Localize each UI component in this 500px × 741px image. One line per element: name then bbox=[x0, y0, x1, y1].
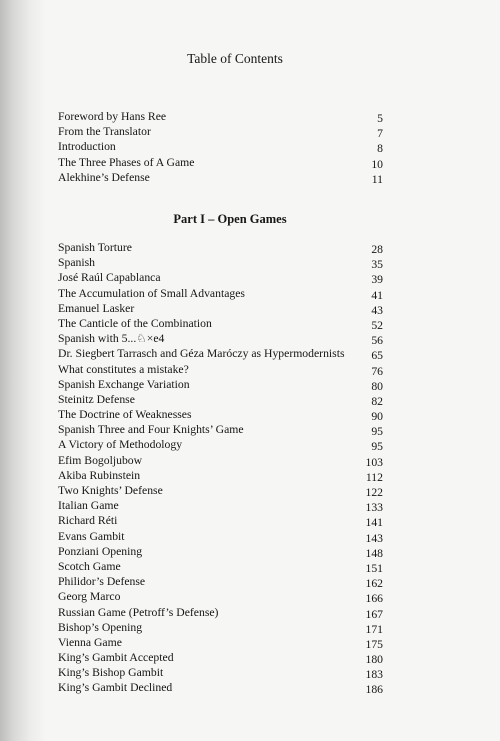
toc-entry-page-number: 103 bbox=[365, 455, 383, 469]
toc-entry-title: Evans Gambit bbox=[58, 529, 125, 543]
toc-entry-title: Akiba Rubinstein bbox=[58, 468, 141, 482]
toc-entry-page-number: 183 bbox=[365, 668, 383, 682]
toc-entry-page-number: 52 bbox=[371, 318, 383, 332]
toc-entry bbox=[58, 680, 383, 695]
toc-entry-title: Richard Réti bbox=[58, 514, 118, 528]
toc-entry-title: Foreword by Hans Ree bbox=[58, 110, 167, 123]
toc-entry-page-number: 95 bbox=[371, 425, 383, 439]
toc-entry-title: Bishop’s Opening bbox=[58, 620, 143, 634]
toc-entry-page-number: 122 bbox=[365, 486, 383, 499]
toc-entry bbox=[58, 635, 383, 650]
toc-entry bbox=[58, 453, 383, 468]
toc-entry-title: Spanish Exchange Variation bbox=[58, 377, 190, 391]
toc-entry-title: Philidor’s Defense bbox=[58, 575, 146, 589]
toc-entry bbox=[58, 574, 383, 589]
toc-entry bbox=[58, 270, 383, 285]
toc-entry bbox=[58, 529, 383, 544]
part-1-entry-list bbox=[58, 240, 383, 696]
toc-entry bbox=[58, 346, 383, 361]
toc-entry bbox=[58, 331, 383, 346]
toc-entry-title: The Accumulation of Small Advantages bbox=[58, 286, 245, 300]
toc-entry bbox=[58, 620, 383, 635]
toc-entry-page-number: 43 bbox=[371, 303, 383, 317]
toc-entry bbox=[58, 362, 383, 377]
toc-entry bbox=[58, 155, 383, 170]
toc-entry-title: Russian Game (Petroff’s Defense) bbox=[58, 605, 219, 619]
toc-entry-page-number: 39 bbox=[371, 273, 383, 287]
toc-entry-title: Spanish bbox=[58, 256, 96, 270]
page-gutter-shadow bbox=[0, 0, 46, 741]
toc-entry-title: Efim Bogoljubow bbox=[58, 453, 143, 467]
toc-entry-title: King’s Bishop Gambit bbox=[58, 666, 164, 680]
toc-entry-title: What constitutes a mistake? bbox=[58, 362, 189, 376]
toc-entry bbox=[58, 124, 383, 139]
toc-entry bbox=[58, 109, 383, 124]
toc-entry-page-number: 90 bbox=[371, 410, 383, 424]
toc-entry bbox=[58, 301, 383, 316]
toc-entry-page-number: 80 bbox=[371, 379, 383, 393]
toc-entry bbox=[58, 544, 383, 559]
toc-entry bbox=[58, 498, 383, 513]
toc-entry-title: Introduction bbox=[58, 140, 116, 154]
toc-entry bbox=[58, 139, 383, 154]
toc-entry-page-number: 166 bbox=[365, 592, 383, 606]
toc-entry-page-number: 95 bbox=[371, 440, 383, 454]
toc-entry-page-number: 151 bbox=[365, 561, 383, 575]
toc-entry-title: From the Translator bbox=[58, 125, 151, 139]
toc-entry-page-number: 143 bbox=[365, 531, 383, 545]
toc-entry bbox=[58, 170, 383, 185]
toc-entry bbox=[58, 605, 383, 620]
toc-entry-title: Scotch Game bbox=[58, 559, 121, 573]
toc-entry-title: Ponziani Opening bbox=[58, 544, 143, 558]
toc-entry-title: José Raúl Capablanca bbox=[58, 271, 161, 285]
toc-entry-title: King’s Gambit Declined bbox=[58, 681, 173, 695]
toc-entry-title: Vienna Game bbox=[58, 635, 122, 649]
toc-entry bbox=[58, 316, 383, 331]
toc-entry-title: Georg Marco bbox=[58, 590, 121, 604]
toc-entry-page-number: 186 bbox=[365, 683, 383, 697]
toc-entry bbox=[58, 559, 383, 574]
toc-entry bbox=[58, 407, 383, 422]
toc-entry bbox=[58, 377, 383, 392]
toc-entry-page-number: 112 bbox=[365, 470, 383, 484]
toc-entry-page-number: 162 bbox=[365, 577, 383, 591]
toc-entry bbox=[58, 483, 383, 498]
toc-entry-title: Italian Game bbox=[58, 499, 119, 513]
toc-entry-title: King’s Gambit Accepted bbox=[58, 651, 174, 665]
toc-entry-title: Dr. Siegbert Tarrasch and Géza Maróczy as Hypermodernists bbox=[58, 347, 345, 361]
toc-entry bbox=[58, 437, 383, 452]
toc-entry bbox=[58, 392, 383, 407]
toc-entry-page-number: 133 bbox=[365, 501, 383, 515]
toc-entry-title: The Canticle of the Combination bbox=[58, 316, 212, 330]
toc-entry bbox=[58, 255, 383, 270]
toc-entry-page-number: 7 bbox=[377, 127, 383, 141]
toc-entry-page-number: 180 bbox=[365, 653, 383, 667]
toc-entry-title: Two Knights’ Defense bbox=[58, 484, 163, 497]
toc-entry bbox=[58, 513, 383, 528]
page-title: Table of Contents bbox=[187, 51, 283, 66]
toc-entry-page-number: 28 bbox=[371, 243, 383, 256]
toc-entry-title: Alekhine’s Defense bbox=[58, 170, 150, 184]
toc-entry-page-number: 11 bbox=[371, 172, 383, 186]
toc-entry-title: The Three Phases of A Game bbox=[58, 155, 195, 169]
toc-entry-page-number: 56 bbox=[371, 334, 383, 348]
toc-entry-page-number: 141 bbox=[365, 516, 383, 530]
toc-entry-title: A Victory of Methodology bbox=[58, 438, 183, 452]
section-heading-part-1: Part I – Open Games bbox=[173, 212, 287, 226]
toc-entry-page-number: 10 bbox=[371, 157, 383, 171]
toc-entry-page-number: 8 bbox=[377, 142, 383, 156]
toc-entry bbox=[58, 286, 383, 301]
toc-entry-page-number: 65 bbox=[371, 349, 383, 363]
toc-entry bbox=[58, 468, 383, 483]
front-matter-list bbox=[58, 109, 383, 185]
toc-entry-page-number: 175 bbox=[365, 637, 383, 651]
toc-entry-title: Steinitz Defense bbox=[58, 392, 135, 406]
toc-entry-page-number: 35 bbox=[371, 258, 383, 272]
toc-entry-title: Spanish with 5...♘×e4 bbox=[58, 332, 165, 346]
toc-entry-title: Emanuel Lasker bbox=[58, 301, 135, 315]
toc-entry-page-number: 167 bbox=[365, 607, 383, 621]
toc-entry-page-number: 76 bbox=[371, 364, 383, 378]
toc-entry bbox=[58, 665, 383, 680]
toc-entry bbox=[58, 650, 383, 665]
toc-entry-title: Spanish Torture bbox=[58, 241, 132, 254]
toc-entry-page-number: 148 bbox=[365, 546, 383, 560]
toc-entry-page-number: 82 bbox=[371, 394, 383, 408]
toc-entry bbox=[58, 240, 383, 255]
toc-entry-page-number: 171 bbox=[365, 622, 383, 636]
toc-entry bbox=[58, 589, 383, 604]
toc-entry bbox=[58, 422, 383, 437]
toc-entry-title: The Doctrine of Weaknesses bbox=[58, 408, 192, 422]
toc-entry-page-number: 41 bbox=[371, 288, 383, 302]
toc-entry-page-number: 5 bbox=[377, 112, 383, 125]
toc-entry-title: Spanish Three and Four Knights’ Game bbox=[58, 423, 244, 437]
